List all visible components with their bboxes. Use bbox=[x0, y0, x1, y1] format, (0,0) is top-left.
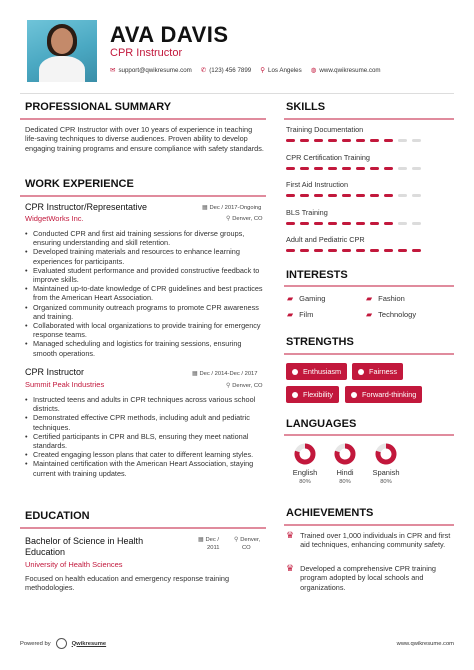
language-gauge bbox=[333, 442, 357, 466]
education-text: Focused on health education and emergency response training methodologies. bbox=[25, 574, 230, 593]
skill-level-segment bbox=[342, 249, 351, 252]
skill-level-segment bbox=[398, 167, 407, 170]
language-gauge bbox=[293, 442, 317, 466]
language-name: English bbox=[292, 468, 318, 477]
achievement-item: ♛ Developed a comprehensive CPR training program adopted by local schools and organizations. bbox=[286, 563, 436, 592]
skill-item bbox=[286, 235, 452, 252]
job-company-2: Summit Peak Industries bbox=[25, 380, 105, 389]
skill-level-segment bbox=[328, 222, 337, 225]
language-percent: 80% bbox=[339, 479, 351, 485]
skill-level-segment bbox=[412, 249, 421, 252]
education-location: ⚲ Denver, CO bbox=[234, 537, 261, 551]
education-school: University of Health Sciences bbox=[25, 560, 123, 569]
job-bullets-2 bbox=[25, 395, 265, 478]
skill-level-segment bbox=[300, 167, 309, 170]
email-icon: ✉ bbox=[110, 67, 116, 74]
footer-brand: Powered by Qwikresume bbox=[20, 638, 106, 649]
candidate-title: CPR Instructor bbox=[110, 47, 183, 59]
list-item: • Organized community outreach programs to promote CPR awareness and training. bbox=[25, 303, 265, 321]
language-item bbox=[285, 442, 325, 485]
book-icon: ▰ bbox=[366, 310, 373, 319]
interests-heading: INTERESTS bbox=[286, 269, 348, 281]
contact-location: ⚲ Los Angeles bbox=[260, 67, 302, 74]
experience-heading: WORK EXPERIENCE bbox=[25, 178, 134, 190]
languages-heading: LANGUAGES bbox=[286, 418, 357, 430]
skill-level-segment bbox=[314, 194, 323, 197]
skill-level-segment bbox=[356, 249, 365, 252]
strength-chip: Flexibility bbox=[286, 386, 339, 403]
skill-level-segment bbox=[398, 222, 407, 225]
skill-level-segment bbox=[342, 139, 351, 142]
skill-level-segment bbox=[398, 249, 407, 252]
book-icon: ▰ bbox=[366, 294, 373, 303]
skill-level-segment bbox=[384, 222, 393, 225]
skill-level-segment bbox=[342, 167, 351, 170]
skill-level-segment bbox=[300, 139, 309, 142]
list-item: • Created engaging lesson plans that cater to different learning styles. bbox=[25, 450, 265, 459]
education-dates: ▦ Dec / 2011 bbox=[198, 537, 220, 551]
strength-chip: Fairness bbox=[352, 363, 403, 380]
skill-level-segment bbox=[356, 167, 365, 170]
footer-url[interactable]: www.qwikresume.com bbox=[396, 640, 454, 647]
skill-level-segment bbox=[300, 194, 309, 197]
skill-item bbox=[286, 153, 452, 170]
interest-item: ▰ Fashion bbox=[366, 294, 405, 303]
strength-chip: Forward-thinking bbox=[345, 386, 422, 403]
interests-rule bbox=[284, 285, 454, 287]
footer-brand-link[interactable]: Qwikresume bbox=[71, 640, 107, 647]
skill-level-segment bbox=[370, 222, 379, 225]
trophy-icon: ♛ bbox=[286, 530, 295, 540]
skill-level-segment bbox=[328, 167, 337, 170]
skills-rule bbox=[284, 118, 454, 120]
skill-level-segment bbox=[286, 194, 295, 197]
skill-level-segment bbox=[286, 222, 295, 225]
skill-level-segment bbox=[314, 249, 323, 252]
skill-item bbox=[286, 125, 452, 142]
skill-level-segment bbox=[412, 194, 421, 197]
language-item bbox=[325, 442, 365, 485]
book-icon: ▰ bbox=[287, 294, 294, 303]
phone-icon: ✆ bbox=[200, 67, 207, 74]
interest-item: ▰ Film bbox=[287, 310, 314, 319]
skill-level-segment bbox=[370, 139, 379, 142]
skill-level-segment bbox=[370, 167, 379, 170]
skills-heading: SKILLS bbox=[286, 101, 326, 113]
education-degree: Bachelor of Science in Health Education bbox=[25, 536, 144, 557]
language-percent: 80% bbox=[299, 479, 311, 485]
language-name: Hindi bbox=[336, 468, 354, 477]
skill-name: CPR Certification Training bbox=[286, 153, 370, 162]
skill-level-segment bbox=[412, 167, 421, 170]
skill-level-segment bbox=[286, 167, 295, 170]
skill-level-bar bbox=[286, 139, 452, 142]
skill-level-segment bbox=[328, 139, 337, 142]
experience-rule bbox=[20, 195, 266, 197]
education-heading: EDUCATION bbox=[25, 510, 90, 522]
list-item: • Collaborated with local organizations to provide training for emergency response teams. bbox=[25, 321, 265, 339]
header-divider bbox=[20, 93, 454, 94]
calendar-icon: ▦ bbox=[192, 371, 198, 377]
skill-level-segment bbox=[356, 139, 365, 142]
list-item: • Managed scheduling and logistics for training sessions, ensuring smooth operations. bbox=[25, 339, 265, 357]
skill-level-segment bbox=[300, 222, 309, 225]
language-gauge bbox=[374, 442, 398, 466]
language-item bbox=[366, 442, 406, 485]
list-item: • Certified participants in CPR and BLS, ensuring they meet national standards. bbox=[25, 432, 265, 450]
skill-level-segment bbox=[384, 249, 393, 252]
skill-level-segment bbox=[398, 194, 407, 197]
skill-name: Training Documentation bbox=[286, 125, 364, 134]
skill-level-segment bbox=[384, 139, 393, 142]
skill-level-bar bbox=[286, 249, 452, 252]
skill-level-segment bbox=[314, 139, 323, 142]
skill-level-segment bbox=[286, 249, 295, 252]
achievements-heading: ACHIEVEMENTS bbox=[286, 507, 374, 519]
interest-item: ▰ Gaming bbox=[287, 294, 326, 303]
language-percent: 80% bbox=[380, 479, 392, 485]
skill-name: Adult and Pediatric CPR bbox=[286, 235, 365, 244]
calendar-icon: ▦ bbox=[198, 537, 204, 543]
job-location-1: ⚲ Denver, CO bbox=[226, 216, 263, 222]
skill-level-segment bbox=[342, 222, 351, 225]
skill-level-segment bbox=[300, 249, 309, 252]
location-pin-icon: ⚲ bbox=[226, 216, 231, 222]
skill-level-segment bbox=[342, 194, 351, 197]
skill-level-segment bbox=[356, 194, 365, 197]
list-item: • Developed training materials and resources to enhance learning experiences for participants. bbox=[25, 247, 265, 265]
summary-heading: PROFESSIONAL SUMMARY bbox=[25, 101, 172, 113]
list-item: • Maintained certification with the American Heart Association, staying current with training updates. bbox=[25, 459, 265, 477]
contact-bar bbox=[110, 66, 381, 74]
location-pin-icon: ⚲ bbox=[260, 67, 265, 74]
skill-level-segment bbox=[286, 139, 295, 142]
skill-item bbox=[286, 208, 452, 225]
job-dates-1: ▦ Dec / 2017-Ongoing bbox=[202, 205, 262, 211]
job-dates-2: ▦ Dec / 2014-Dec / 2017 bbox=[192, 371, 258, 377]
trophy-icon: ♛ bbox=[286, 563, 295, 573]
skill-name: First Aid Instruction bbox=[286, 180, 349, 189]
skill-level-segment bbox=[398, 139, 407, 142]
job-bullets-1 bbox=[25, 229, 265, 358]
skill-level-segment bbox=[370, 194, 379, 197]
job-location-2: ⚲ Denver, CO bbox=[226, 383, 263, 389]
list-item: • Instructed teens and adults in CPR techniques across various school districts. bbox=[25, 395, 265, 413]
languages-rule bbox=[284, 434, 454, 436]
skill-level-segment bbox=[314, 222, 323, 225]
skill-level-segment bbox=[328, 249, 337, 252]
skill-level-segment bbox=[314, 167, 323, 170]
contact-phone[interactable]: ✆ (123) 456 7899 bbox=[200, 67, 252, 74]
skill-level-segment bbox=[384, 194, 393, 197]
skill-level-segment bbox=[412, 222, 421, 225]
qwikresume-logo-icon bbox=[56, 638, 67, 649]
skill-level-segment bbox=[412, 139, 421, 142]
location-pin-icon: ⚲ bbox=[226, 383, 231, 389]
candidate-name: AVA DAVIS bbox=[110, 22, 229, 47]
strength-chip: Enthusiasm bbox=[286, 363, 347, 380]
job-title-1: CPR Instructor/Representative bbox=[25, 202, 148, 212]
education-rule bbox=[20, 527, 266, 529]
calendar-icon: ▦ bbox=[202, 205, 208, 211]
skill-level-bar bbox=[286, 222, 452, 225]
skill-level-segment bbox=[328, 194, 337, 197]
skill-level-segment bbox=[384, 167, 393, 170]
list-item: • Evaluated student performance and provided constructive feedback to improve skills. bbox=[25, 266, 265, 284]
skill-level-bar bbox=[286, 194, 452, 197]
book-icon: ▰ bbox=[287, 310, 294, 319]
achievements-rule bbox=[284, 524, 454, 526]
summary-rule bbox=[20, 118, 266, 120]
strengths-rule bbox=[284, 353, 454, 355]
contact-email[interactable]: ✉ support@qwikresume.com bbox=[110, 67, 192, 74]
summary-text: Dedicated CPR Instructor with over 10 years of experience in teaching life-saving techniques to diverse audiences. Proven ability to develop engaging training programs and ensure compliance with safety standards. bbox=[25, 125, 264, 153]
job-company-1: WidgetWorks Inc. bbox=[25, 214, 84, 223]
strengths-heading: STRENGTHS bbox=[286, 336, 354, 348]
job-title-2: CPR Instructor bbox=[25, 367, 85, 377]
list-item: • Demonstrated effective CPR methods, including adult and pediatric techniques. bbox=[25, 413, 265, 431]
globe-icon: ◍ bbox=[310, 67, 317, 74]
skill-level-segment bbox=[356, 222, 365, 225]
achievement-item: ♛ Trained over 1,000 individuals in CPR and first aid techniques, enhancing community safety. bbox=[286, 530, 451, 550]
skill-name: BLS Training bbox=[286, 208, 328, 217]
footer bbox=[20, 638, 454, 649]
skill-item bbox=[286, 180, 452, 197]
profile-photo bbox=[27, 20, 97, 82]
skill-level-bar bbox=[286, 167, 452, 170]
list-item: • Conducted CPR and first aid training sessions for diverse groups, ensuring understanding and skill retention. bbox=[25, 229, 265, 247]
location-pin-icon: ⚲ bbox=[234, 537, 239, 543]
language-name: Spanish bbox=[372, 468, 400, 477]
skill-level-segment bbox=[370, 249, 379, 252]
list-item: • Maintained up-to-date knowledge of CPR guidelines and best practices from the American Heart Association. bbox=[25, 284, 265, 302]
contact-website[interactable]: ◍ www.qwikresume.com bbox=[310, 67, 381, 74]
interest-item: ▰ Technology bbox=[366, 310, 417, 319]
